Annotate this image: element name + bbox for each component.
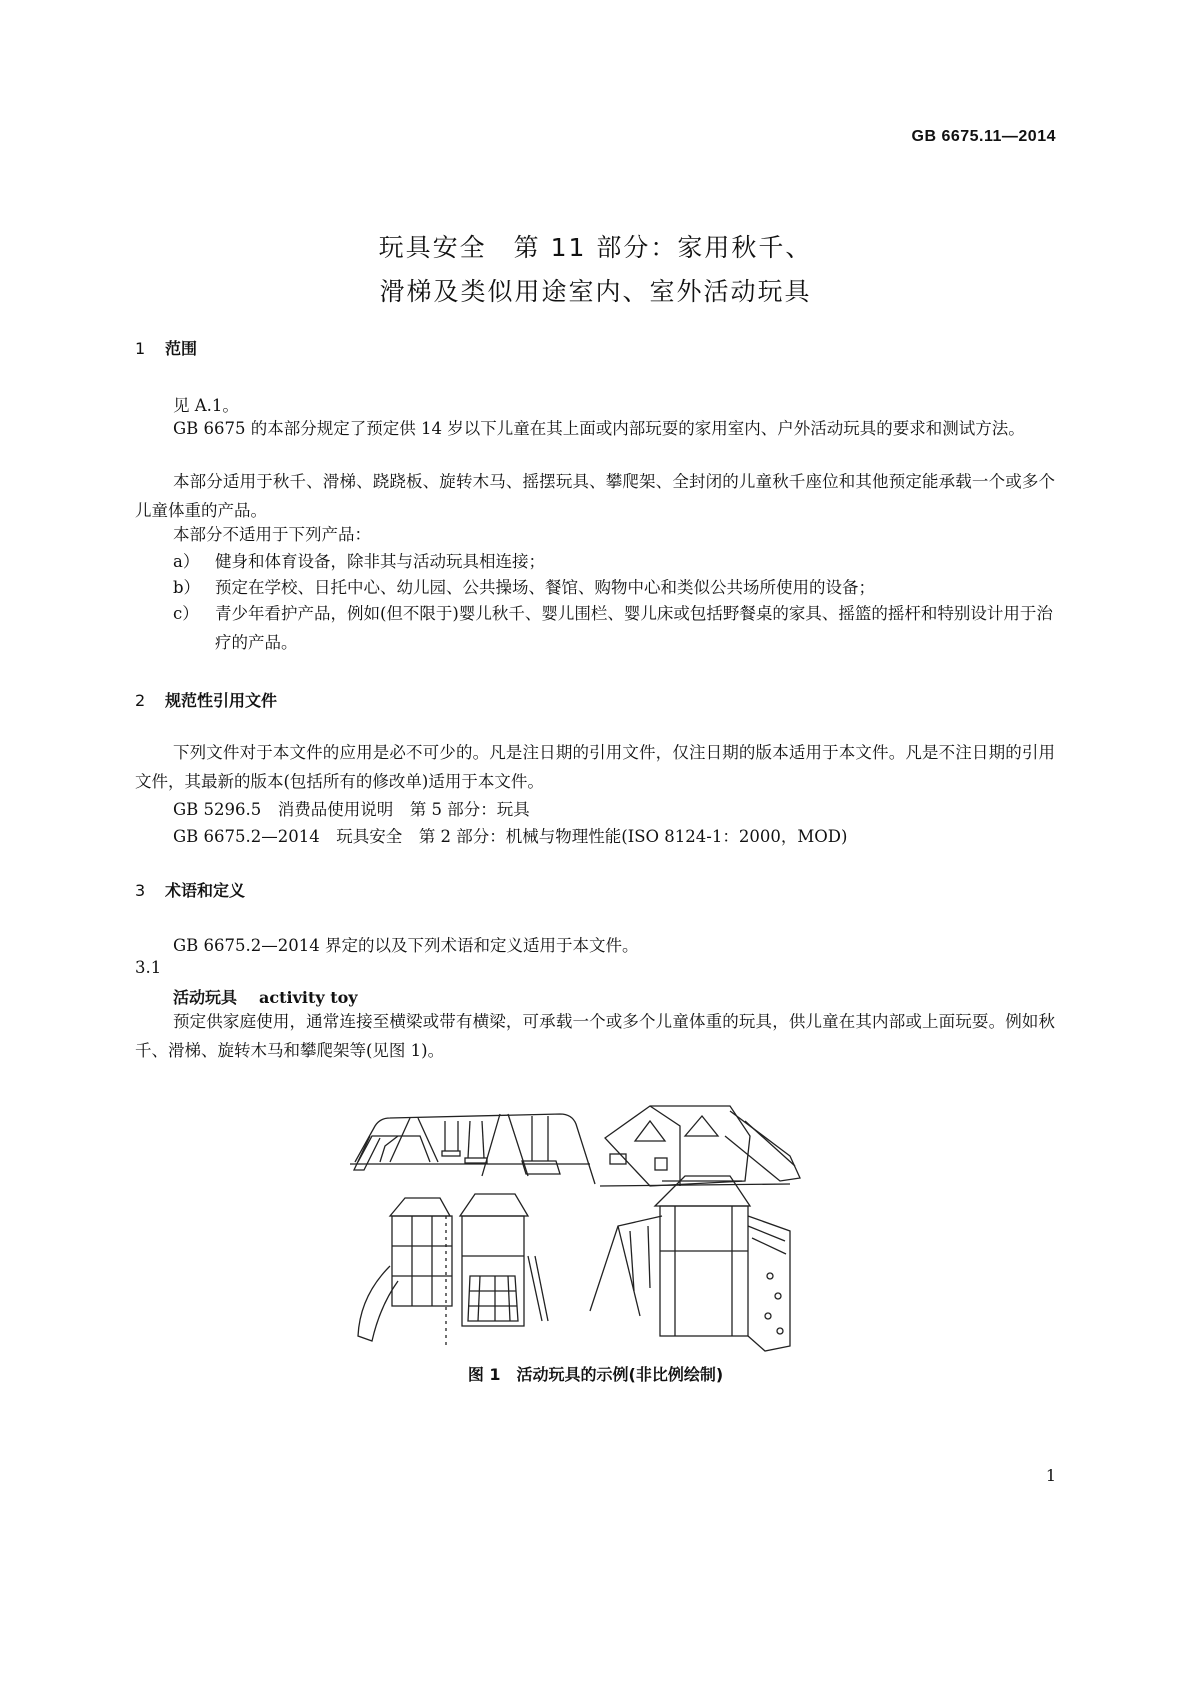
item-label: a）	[173, 552, 200, 571]
clubhouse-swing-drawing	[590, 1176, 790, 1351]
term-heading	[173, 985, 358, 1008]
figure-caption: 图 1 活动玩具的示例(非比例绘制)	[467, 1365, 724, 1384]
activity-toys-illustration	[350, 1066, 840, 1356]
tower-playset-drawing	[358, 1194, 548, 1346]
term-english: activity toy	[259, 988, 358, 1007]
section-title: 范围	[165, 339, 198, 358]
term-chinese: 活动玩具	[173, 988, 238, 1007]
section-2-heading	[135, 688, 277, 711]
page-number: 1	[1045, 1466, 1056, 1485]
document-title-line-1: 玩具安全 第 11 部分：家用秋千、	[378, 233, 813, 262]
item-label: c）	[173, 604, 199, 623]
item-text: 青少年看护产品，例如(但不限于)婴儿秋千、婴儿围栏、婴儿床或包括野餐桌的家具、摇篮的摇杆和特别设计用于治疗的产品。	[215, 604, 1053, 652]
scope-item-c	[173, 599, 1055, 657]
terms-intro: GB 6675.2—2014 界定的以及下列术语和定义适用于本文件。	[173, 936, 639, 955]
section-number: 2	[135, 691, 146, 710]
section-3-heading	[135, 878, 245, 901]
section-title: 术语和定义	[165, 881, 246, 900]
swing-set-drawing	[350, 1114, 595, 1184]
term-definition: 预定供家庭使用，通常连接至横梁或带有横梁，可承载一个或多个儿童体重的玩具，供儿童在其内部或上面玩耍。例如秋千、滑梯、旋转木马和攀爬架等(见图 1)。	[135, 1012, 1055, 1060]
scope-paragraph-2: 本部分适用于秋千、滑梯、跷跷板、旋转木马、摇摆玩具、攀爬架、全封闭的儿童秋千座位和其他预定能承载一个或多个儿童体重的产品。	[135, 472, 1055, 520]
scope-paragraph-3: 本部分不适用于下列产品：	[173, 525, 371, 544]
section-title: 规范性引用文件	[165, 691, 278, 710]
item-label: b）	[173, 578, 201, 597]
item-text: 健身和体育设备，除非其与活动玩具相连接；	[215, 552, 545, 571]
document-title-line-2: 滑梯及类似用途室内、室外活动玩具	[379, 277, 812, 306]
section-1-heading	[135, 336, 197, 359]
scope-see: 见 A.1。	[173, 396, 239, 415]
scope-item-b	[173, 573, 1055, 602]
section-number: 3	[135, 881, 146, 900]
scope-item-a	[173, 547, 1055, 576]
climber-slide-drawing	[600, 1106, 800, 1186]
scope-paragraph-1: GB 6675 的本部分规定了预定供 14 岁以下儿童在其上面或内部玩耍的家用室内、户外活动玩具的要求和测试方法。	[173, 419, 1025, 438]
section-number: 1	[135, 339, 146, 358]
refs-paragraph: 下列文件对于本文件的应用是必不可少的。凡是注日期的引用文件，仅注日期的版本适用于本文件。凡是不注日期的引用文件，其最新的版本(包括所有的修改单)适用于本文件。	[135, 743, 1055, 791]
standard-number: GB 6675.11—2014	[911, 128, 1056, 145]
item-text: 预定在学校、日托中心、幼儿园、公共操场、餐馆、购物中心和类似公共场所使用的设备；	[215, 578, 875, 597]
term-number: 3.1	[135, 958, 162, 977]
reference-1: GB 5296.5 消费品使用说明 第 5 部分：玩具	[173, 800, 530, 819]
reference-2: GB 6675.2—2014 玩具安全 第 2 部分：机械与物理性能(ISO 8124-1：2000，MOD)	[173, 827, 848, 846]
